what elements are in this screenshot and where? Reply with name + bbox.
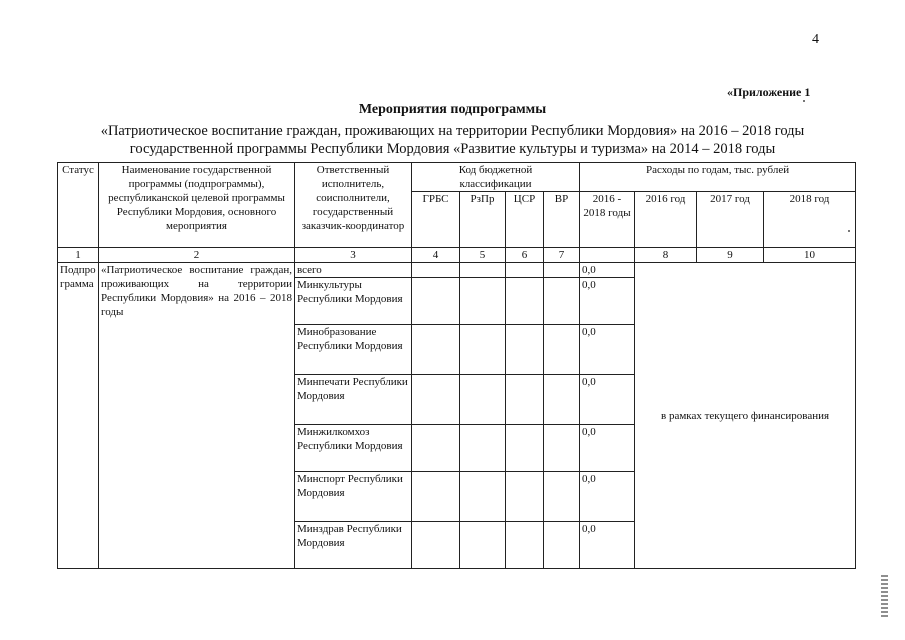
- funding-note: в рамках текущего финансирования: [635, 263, 856, 569]
- document-subtitle-line2: государственной программы Республики Мордовия «Развитие культуры и туризма» на 2014 – 2018 годы: [129, 141, 776, 157]
- header-2017: 2017 год: [697, 192, 764, 248]
- total-value: 0,0: [580, 425, 635, 472]
- column-number: 5: [460, 248, 506, 263]
- activities-table: [57, 162, 856, 569]
- column-number: 6: [506, 248, 544, 263]
- column-number: 2: [99, 248, 295, 263]
- header-2016-2018: 2016 - 2018 годы: [580, 192, 635, 248]
- scan-speck: [803, 100, 805, 102]
- row-name: «Патриотическое воспитание граждан, проживающих на территории Республики Мордовия» на 2016 – 2018 годы: [99, 263, 295, 569]
- header-name: Наименование государственной программы (подпрограммы), республиканской целевой программы Республики Мордовия, основного мероприятия: [99, 163, 295, 248]
- header-rzpr: РзПр: [460, 192, 506, 248]
- header-2016: 2016 год: [635, 192, 697, 248]
- column-number: 9: [697, 248, 764, 263]
- table-row: [58, 263, 856, 278]
- executor-name: Минжилкомхоз Республики Мордовия: [295, 425, 412, 472]
- column-number: 4: [412, 248, 460, 263]
- header-2018: 2018 год: [764, 192, 856, 248]
- header-row: [58, 163, 856, 192]
- header-vr: ВР: [544, 192, 580, 248]
- total-value: 0,0: [580, 522, 635, 569]
- scan-speck: [848, 230, 850, 232]
- total-value: 0,0: [580, 472, 635, 522]
- document-title: Мероприятия подпрограммы: [358, 102, 547, 117]
- column-number: 7: [544, 248, 580, 263]
- column-number: 1: [58, 248, 99, 263]
- executor-name: Минпечати Республики Мордовия: [295, 375, 412, 425]
- total-value: 0,0: [580, 263, 635, 278]
- column-number-empty: [580, 248, 635, 263]
- column-number-row: [58, 248, 856, 263]
- header-csr: ЦСР: [506, 192, 544, 248]
- total-value: 0,0: [580, 278, 635, 325]
- total-value: 0,0: [580, 325, 635, 375]
- scan-artifact: [881, 575, 888, 617]
- appendix-label: «Приложение 1: [727, 85, 811, 99]
- document-subtitle-line1: «Патриотическое воспитание граждан, проживающих на территории Республики Мордовия» на 2016 – 2018 годы: [100, 123, 805, 139]
- column-number: 8: [635, 248, 697, 263]
- executor-name: всего: [295, 263, 412, 278]
- header-expenses: Расходы по годам, тыс. рублей: [580, 163, 856, 192]
- page-number: 4: [812, 32, 819, 47]
- column-number: 10: [764, 248, 856, 263]
- header-status: Статус: [58, 163, 99, 248]
- total-value: 0,0: [580, 375, 635, 425]
- executor-name: Минобразование Республики Мордовия: [295, 325, 412, 375]
- executor-name: Минспорт Республики Мордовия: [295, 472, 412, 522]
- header-grbs: ГРБС: [412, 192, 460, 248]
- row-status: Подпро грамма: [58, 263, 99, 569]
- header-budget-code: Код бюджетной классификации: [412, 163, 580, 192]
- header-executor: Ответственный исполнитель, соисполнители, государственный заказчик-координатор: [295, 163, 412, 248]
- column-number: 3: [295, 248, 412, 263]
- executor-name: Минздрав Республики Мордовия: [295, 522, 412, 569]
- executor-name: Минкультуры Республики Мордовия: [295, 278, 412, 325]
